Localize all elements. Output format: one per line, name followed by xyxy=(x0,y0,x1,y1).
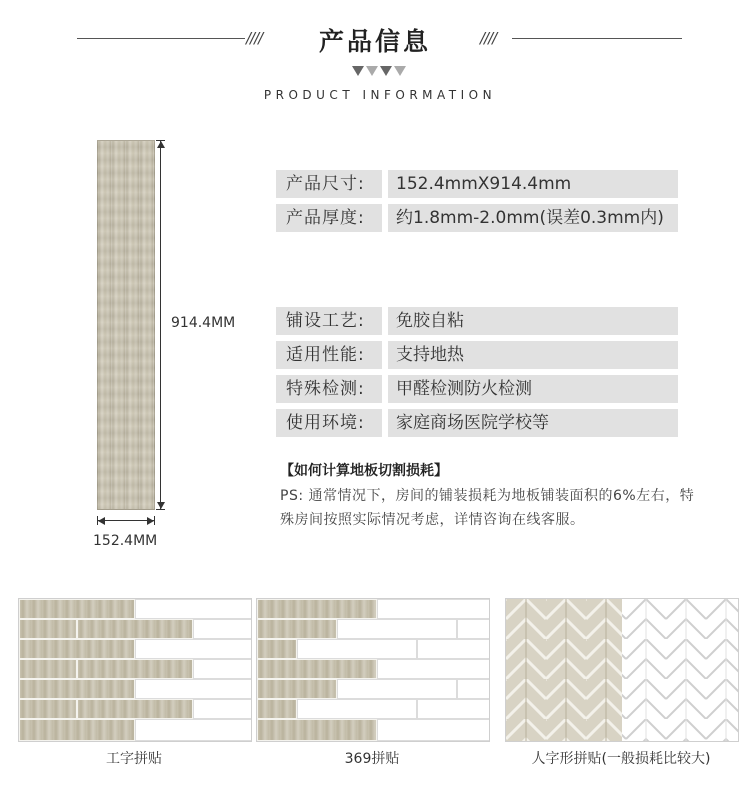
length-label: 914.4MM xyxy=(171,315,236,331)
triangle-decoration xyxy=(352,66,410,76)
spec-label: 使用环境: xyxy=(276,409,382,437)
spec-label: 产品厚度: xyxy=(276,204,382,232)
pattern-caption: 人字形拼贴(一般损耗比较大) xyxy=(531,751,711,767)
pattern-herringbone-image xyxy=(505,598,739,742)
width-label: 152.4MM xyxy=(93,533,158,549)
spec-row-performance xyxy=(276,341,678,369)
spec-value: 约1.8mm-2.0mm(误差0.3mm内) xyxy=(388,204,678,232)
pattern-caption: 工字拼贴 xyxy=(106,751,162,767)
header-slashes-left: //// xyxy=(246,29,263,47)
spec-row-installation xyxy=(276,307,678,335)
triangle-icon xyxy=(380,66,392,76)
pattern-caption: 369拼贴 xyxy=(344,751,400,767)
spec-value: 支持地热 xyxy=(388,341,678,369)
spec-row-thickness xyxy=(276,204,678,232)
triangle-icon xyxy=(366,66,378,76)
howto-title: 【如何计算地板切割损耗】 xyxy=(280,463,448,479)
plank-image xyxy=(97,140,155,510)
spec-value: 甲醛检测防火检测 xyxy=(388,375,678,403)
spec-label: 铺设工艺: xyxy=(276,307,382,335)
spec-value: 免胶自粘 xyxy=(388,307,678,335)
header-line-right xyxy=(512,38,682,39)
arrow-right-icon xyxy=(147,517,154,525)
triangle-icon xyxy=(352,66,364,76)
arrow-left-icon xyxy=(98,517,105,525)
page-subtitle: PRODUCT INFORMATION xyxy=(263,88,497,102)
spec-row-environment xyxy=(276,409,678,437)
howto-body: PS: 通常情况下，房间的铺装损耗为地板铺装面积的6%左右，特殊房间按照实际情况考虑，详情咨询在线客服。 xyxy=(280,488,695,528)
width-dimension-cap-right xyxy=(154,516,155,525)
pattern-369-image xyxy=(256,598,490,742)
triangle-icon xyxy=(394,66,406,76)
spec-label: 产品尺寸: xyxy=(276,170,382,198)
header-slashes-right: //// xyxy=(480,29,497,47)
spec-row-testing xyxy=(276,375,678,403)
spec-value: 152.4mmX914.4mm xyxy=(388,170,678,198)
spec-label: 适用性能: xyxy=(276,341,382,369)
spec-value: 家庭商场医院学校等 xyxy=(388,409,678,437)
page-title: 产品信息 xyxy=(318,27,431,56)
spec-row-size xyxy=(276,170,678,198)
pattern-i-shaped-image xyxy=(18,598,252,742)
arrow-up-icon xyxy=(157,141,165,148)
arrow-down-icon xyxy=(157,502,165,509)
height-dimension-cap-bottom xyxy=(156,509,165,510)
herringbone-graphic xyxy=(506,599,738,741)
height-dimension-line xyxy=(160,140,161,510)
spec-label: 特殊检测: xyxy=(276,375,382,403)
